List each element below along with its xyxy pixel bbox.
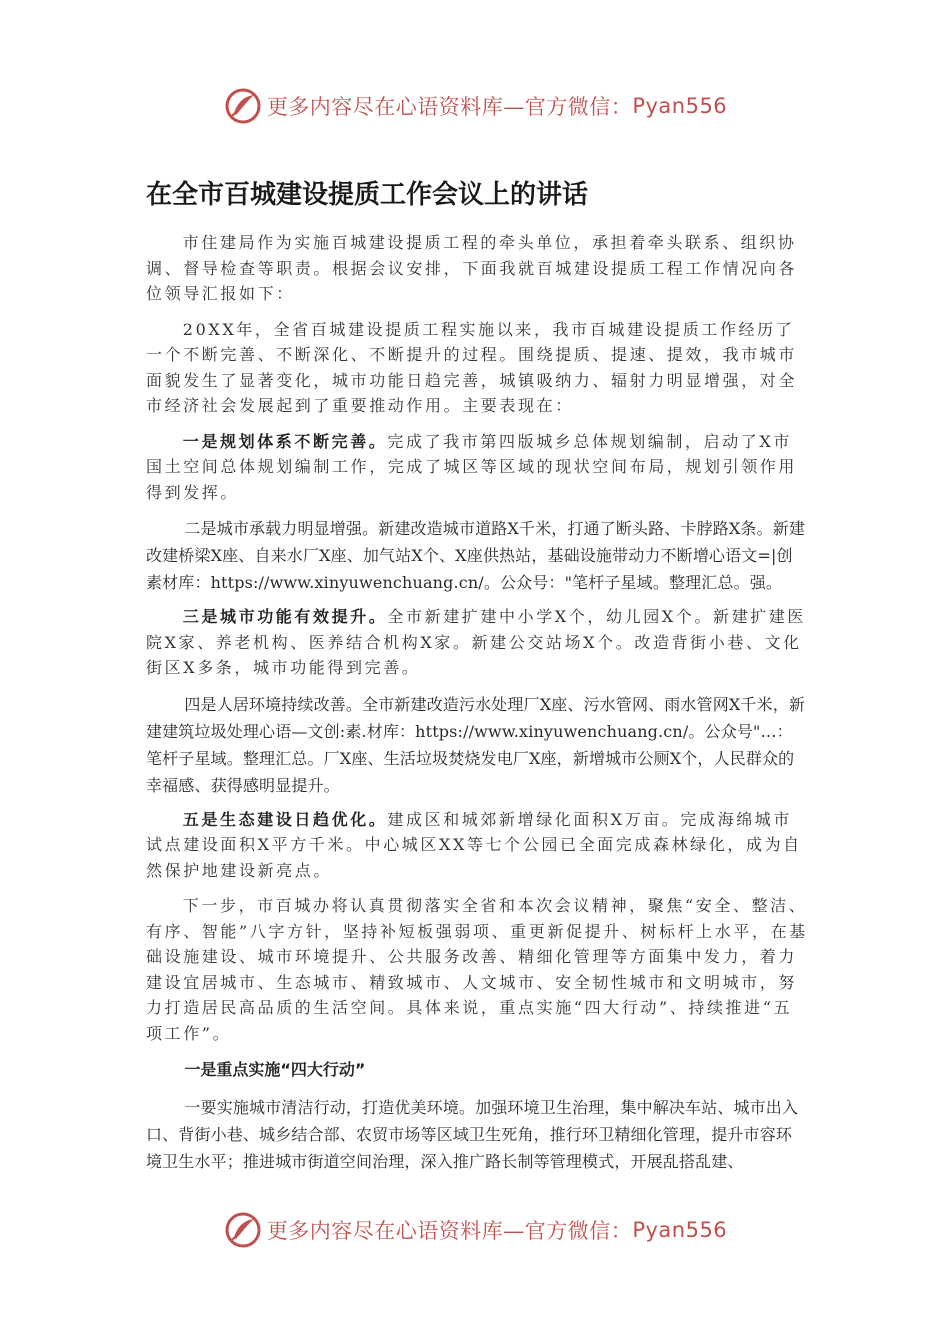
paragraph-ecology (146, 807, 808, 884)
paragraph-lead: 一是规划体系不断完善。 (182, 431, 388, 451)
paragraph-lead: 三是城市功能有效提升。 (182, 607, 388, 626)
paragraph-cleaning-action: 一要实施城市清洁行动，打造优美环境。加强环境卫生治理，集中解决车站、城市出入口、背街小巷、城乡结合部、农贸市场等区域卫生死角，推行环卫精细化管理，提升市容环境卫生水平；推进城市街道空间治理，深入推广路长制等管理模式，开展乱搭乱建、 (146, 1098, 799, 1171)
banner-wechat-id: Pyan556 (632, 94, 728, 118)
paragraph-overview: 20XX年，全省百城建设提质工程实施以来，我市百城建设提质工作经历了一个不断完善、不断深化、不断提升的过程。围绕提质、提速、提效，我市城市面貌发生了显著变化，城市功能日趋完善，城镇吸纳力、辐射力明显增强，对全市经济社会发展起到了重要推动作用。主要表现在： (146, 319, 798, 415)
logo-icon (223, 86, 263, 126)
banner-text: 更多内容尽在心语资料库—官方微信： (266, 95, 633, 119)
footer-watermark-banner (0, 1208, 950, 1252)
paragraph-capacity: 二是城市承载力明显增强。新建改造城市道路X千米，打通了断头路、卡脖路X条。新建改建桥梁X座、自来水厂X座、加气站X个、X座供热站，基础设施带动力不断增心语文=|创素材库：https://www.xinyuwenchuang.cn/。公众号："笔杆子星域。整理汇总。强。 (146, 519, 806, 592)
document-title: 在全市百城建设提质工作会议上的讲话 (146, 180, 589, 210)
banner-wechat-id: Pyan556 (632, 1218, 728, 1242)
paragraph-body: 完成了我市第四版城乡总体规划编制，启动了X市国土空间总体规划编制工作，完成了城区等区域的现状空间布局，规划引领作用得到发挥。 (146, 431, 798, 502)
banner-text: 更多内容尽在心语资料库—官方微信： (266, 1219, 633, 1243)
paragraph-environment: 四是人居环境持续改善。全市新建改造污水处理厂X座、污水管网、雨水管网X千米，新建建筑垃圾处理心语—文创:素.材库：https://www.xinyuwenchuang.cn/。公众号"…：笔杆子星域。整理汇总。厂X座、生活垃圾焚烧发电厂X座，新增城市公厕X个，人民群众的幸福感、获得感明显提升。 (146, 694, 806, 795)
paragraph-planning (146, 429, 808, 506)
header-watermark-banner (0, 84, 950, 128)
document-body (146, 230, 808, 1183)
paragraph-lead: 五是生态建设日趋优化。 (182, 809, 388, 829)
paragraph-body: 全市新建扩建中小学X个，幼儿园X个。新建扩建医院X家、养老机构、医养结合机构X家。新建公交站场X个。改造背街小巷、文化街区X多条，城市功能得到完善。 (146, 607, 806, 677)
paragraph-body: 建成区和城郊新增绿化面积X万亩。完成海绵城市试点建设面积X平方千米。中心城区XX等七个公园已全面完成森林绿化，成为自然保护地建设新亮点。 (146, 809, 802, 880)
paragraph-intro: 市住建局作为实施百城建设提质工程的牵头单位，承担着牵头联系、组织协调、督导检查等职责。根据会议安排，下面我就百城建设提质工程工作情况向各位领导汇报如下： (146, 233, 798, 303)
section-heading: 一是重点实施“四大行动” (184, 1060, 366, 1079)
paragraph-next-steps: 下一步，市百城办将认真贯彻落实全省和本次会议精神，聚焦“安全、整洁、有序、智能”八字方针，坚持补短板强弱项、重更新促提升、树标杆上水平，在基础设施建设、城市环境提升、公共服务改善、精细化管理等方面集中发力，着力建设宜居城市、生态城市、精致城市、人文城市、安全韧性城市和文明城市，努力打造居民高品质的生活空间。具体来说，重点实施“四大行动”、持续推进“五项工作”。 (146, 896, 808, 1043)
logo-icon (223, 1210, 263, 1250)
paragraph-function (146, 604, 808, 681)
